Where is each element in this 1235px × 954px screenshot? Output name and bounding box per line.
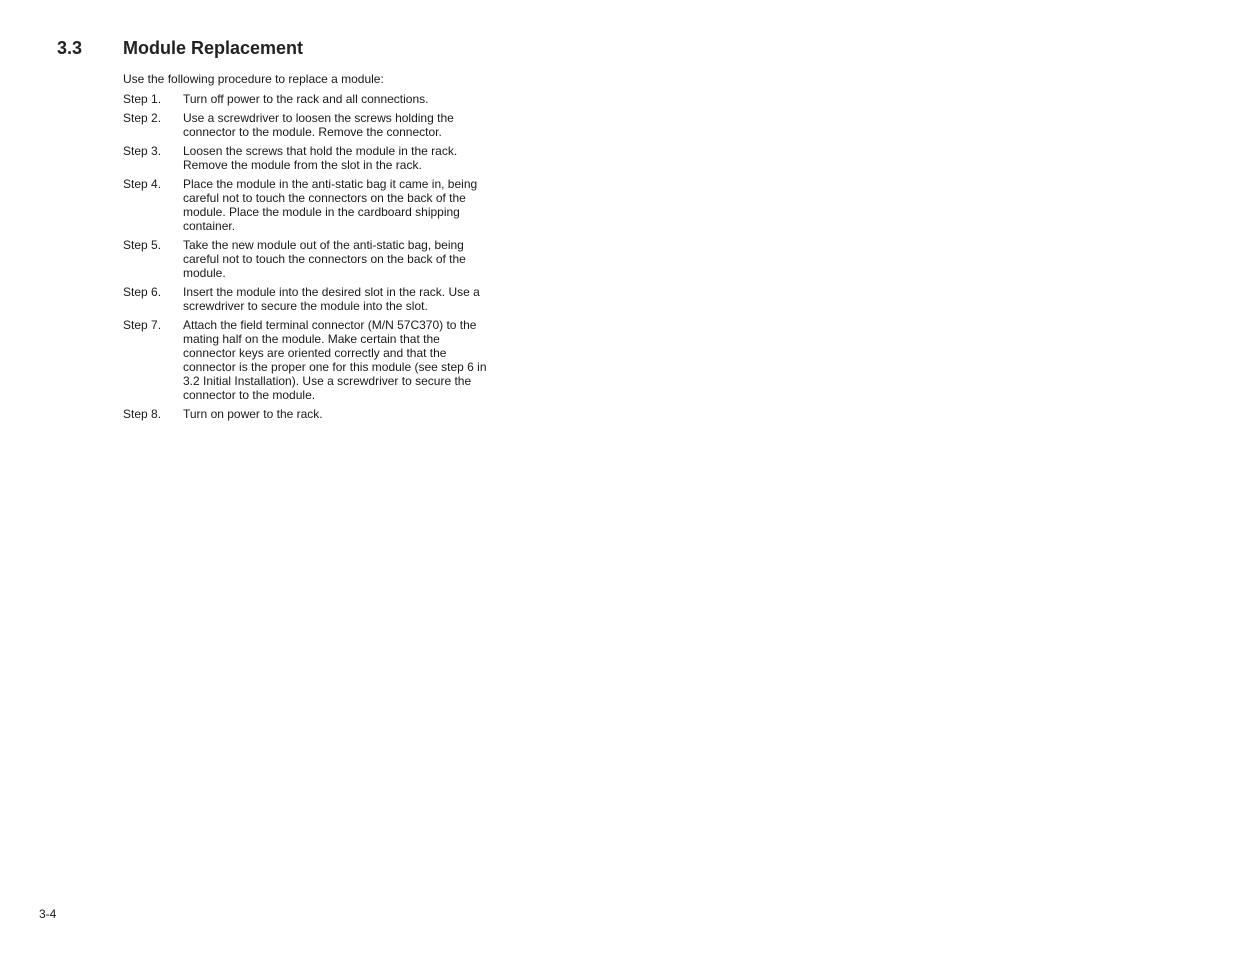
step-label: Step 1. [123,92,162,106]
step-label: Step 6. [123,285,162,299]
step-text [183,144,513,172]
step-item [123,177,513,233]
step-text-line: Turn off power to the rack and all connections. [183,92,429,106]
intro-paragraph: Use the following procedure to replace a module: [123,72,384,86]
step-item [123,407,513,421]
step-text-line: connector to the module. Remove the connector. [183,125,442,139]
step-text-line: Use a screwdriver to loosen the screws holding the [183,111,454,125]
step-text-line: connector keys are oriented correctly and that the [183,346,447,360]
step-item [123,144,513,172]
step-text-line: careful not to touch the connectors on the back of the [183,252,466,266]
step-label: Step 8. [123,407,162,421]
procedure-steps [123,92,513,426]
step-label: Step 3. [123,144,162,158]
step-text-line: Place the module in the anti-static bag it came in, being [183,177,478,191]
step-label: Step 4. [123,177,162,191]
step-text-line: Take the new module out of the anti-static bag, being [183,238,464,252]
step-text-line: Turn on power to the rack. [183,407,323,421]
section-number: 3.3 [57,38,83,58]
step-label: Step 7. [123,318,162,332]
step-text [183,111,513,139]
step-label: Step 5. [123,238,162,252]
page-number: 3-4 [39,907,57,921]
step-text-line: connector to the module. [183,388,316,402]
step-item [123,318,513,402]
step-text [183,285,513,313]
step-item [123,111,513,139]
step-text [183,318,513,402]
step-text-line: mating half on the module. Make certain that the [183,332,440,346]
step-text-line: careful not to touch the connectors on the back of the [183,191,466,205]
section-title: Module Replacement [123,38,304,58]
step-text-line: Remove the module from the slot in the rack. [183,158,422,172]
step-text [183,92,513,106]
step-text [183,407,513,421]
step-text-line: Insert the module into the desired slot in the rack. Use a [183,285,480,299]
step-text-line: Attach the field terminal connector (M/N 57C370) to the [183,318,477,332]
step-text [183,238,513,280]
step-text-line: 3.2 Initial Installation). Use a screwdriver to secure the [183,374,472,388]
step-item [123,238,513,280]
step-item [123,92,513,106]
step-item [123,285,513,313]
step-text [183,177,513,233]
step-text-line: screwdriver to secure the module into the slot. [183,299,428,313]
step-text-line: connector is the proper one for this module (see step 6 in [183,360,487,374]
step-text-line: container. [183,219,236,233]
step-text-line: module. Place the module in the cardboard shipping [183,205,460,219]
step-text-line: module. [183,266,226,280]
section-heading [57,38,303,59]
step-label: Step 2. [123,111,162,125]
step-text-line: Loosen the screws that hold the module in the rack. [183,144,458,158]
